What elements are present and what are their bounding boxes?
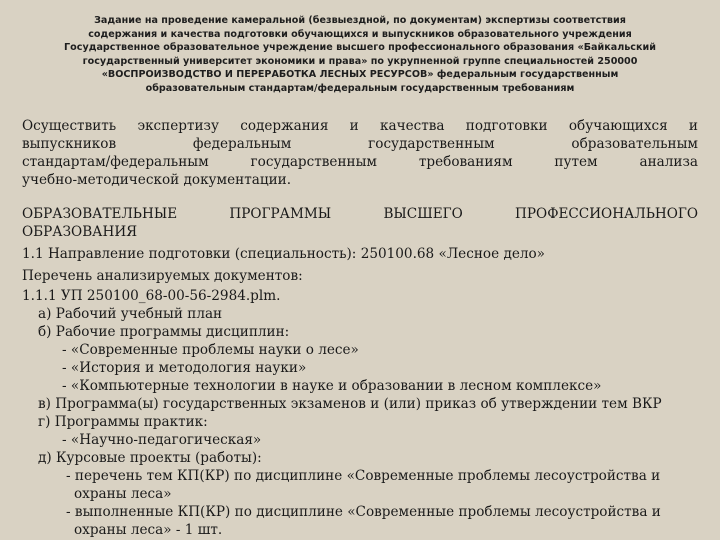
title-line: образовательным стандартам/федеральным государственным требованиям: [145, 82, 575, 94]
title-line: содержания и качества подготовки обучающихся и выпускников образовательного учреждения: [88, 28, 632, 40]
list-subitem: - «Научно-педагогическая»: [62, 432, 262, 448]
list-item: д) Курсовые проекты (работы):: [38, 450, 262, 466]
list-subitem: - «История и методология науки»: [62, 360, 307, 376]
document-title: [22, 14, 698, 96]
intro-line: Осуществить экспертизу содержания и качества подготовки обучающихся и: [22, 118, 698, 134]
direction-line: 1.1 Направление подготовки (специальность): 250100.68 «Лесное дело»: [22, 246, 546, 262]
document-list: [22, 305, 698, 539]
list-item: а) Рабочий учебный план: [38, 306, 223, 322]
list-subitem: - выполненные КП(КР) по дисциплине «Современные проблемы лесоустройства и: [66, 504, 661, 520]
list-subitem: - «Современные проблемы науки о лесе»: [62, 342, 359, 358]
section-heading: [22, 205, 698, 241]
intro-line: учебно-методической документации.: [22, 172, 292, 188]
title-line: «ВОСПРОИЗВОДСТВО И ПЕРЕРАБОТКА ЛЕСНЫХ РЕСУРСОВ» федеральным государственным: [101, 69, 619, 81]
title-line: государственный университет экономики и права» по укрупненной группе специальностей 250000: [82, 55, 638, 67]
list-subitem-continuation: охраны леса»: [74, 486, 172, 502]
list-subitem: - перечень тем КП(КР) по дисциплине «Современные проблемы лесоустройства и: [66, 468, 661, 484]
list-subitem: - «Компьютерные технологии в науке и образовании в лесном комплексе»: [62, 378, 602, 394]
documents-heading: Перечень анализируемых документов:: [22, 268, 303, 284]
section-heading-line: ОБРАЗОВАТЕЛЬНЫЕ ПРОГРАММЫ ВЫСШЕГО ПРОФЕССИОНАЛЬНОГО: [22, 206, 698, 222]
list-item: в) Программа(ы) государственных экзаменов и (или) приказ об утверждении тем ВКР: [38, 396, 662, 412]
list-item: г) Программы практик:: [38, 414, 208, 430]
title-line: Задание на проведение камеральной (безвыездной, по документам) экспертизы соответствия: [94, 15, 626, 26]
intro-paragraph: [22, 117, 698, 189]
intro-line: стандартам/федеральным государственным требованиям путем анализа: [22, 154, 698, 170]
section-heading-line: ОБРАЗОВАНИЯ: [22, 224, 138, 240]
title-line: Государственное образовательное учреждение высшего профессионального образования «Байкальский: [64, 42, 656, 54]
list-subitem-continuation: охраны леса» - 1 шт.: [74, 522, 223, 538]
document-body: [22, 117, 698, 539]
plan-reference: 1.1.1 УП 250100_68-00-56-2984.plm.: [22, 288, 281, 304]
list-item: б) Рабочие программы дисциплин:: [38, 324, 290, 340]
intro-line: выпускников федеральным государственным образовательным: [22, 136, 698, 152]
